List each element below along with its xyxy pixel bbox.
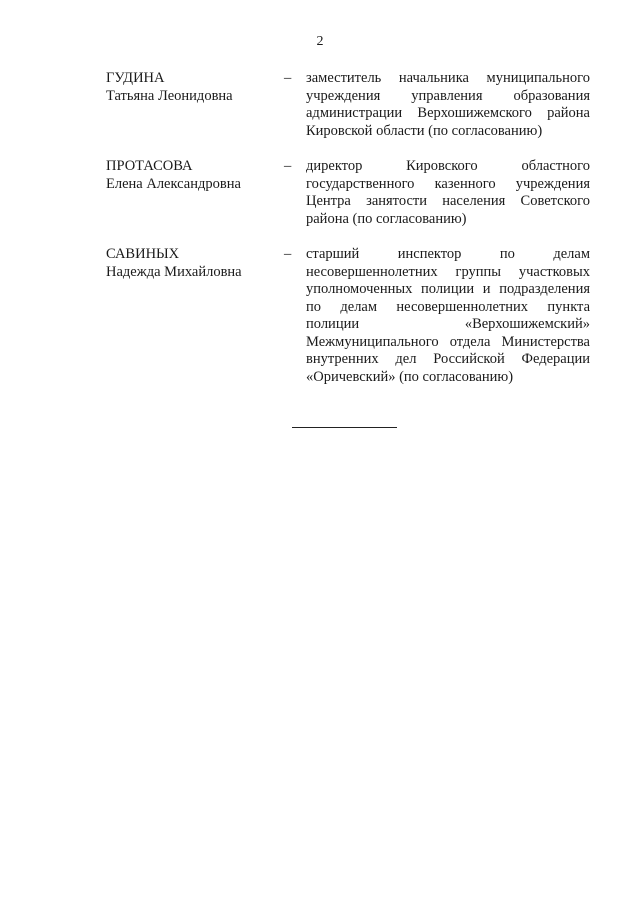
member-given-names: Елена Александровна (106, 175, 241, 192)
member-given-names: Татьяна Леонидовна (106, 87, 233, 104)
member-name (106, 70, 284, 105)
page-number: 2 (316, 34, 324, 49)
member-entry (106, 70, 590, 140)
separator-dash: – (284, 246, 292, 262)
member-role: заместитель начальника муниципального учреждения управления образования администрации Верхошижемского района Кировской области (по согласованию) (306, 70, 590, 139)
separator-dash: – (284, 158, 292, 174)
member-surname: САВИНЫХ (106, 246, 180, 262)
member-list (106, 70, 590, 404)
member-surname: ПРОТАСОВА (106, 158, 193, 174)
member-entry (106, 246, 590, 386)
member-surname: ГУДИНА (106, 70, 165, 86)
end-of-list-rule (292, 427, 397, 428)
member-name (106, 158, 284, 193)
member-role: директор Кировского областного государственного казенного учреждения Центра занятости населения Советского района (по согласованию) (306, 158, 590, 227)
member-entry (106, 158, 590, 228)
member-role: старший инспектор по делам несовершеннолетних группы участковых уполномоченных полиции и подразделения по делам несовершеннолетних пункта полиции «Верхошижемский» Межмуниципального отдела Министерства внутренних дел Российской Федерации «Оричевский» (по согласованию) (306, 246, 590, 385)
member-given-names: Надежда Михайловна (106, 263, 242, 280)
member-name (106, 246, 284, 281)
separator-dash: – (284, 70, 292, 86)
